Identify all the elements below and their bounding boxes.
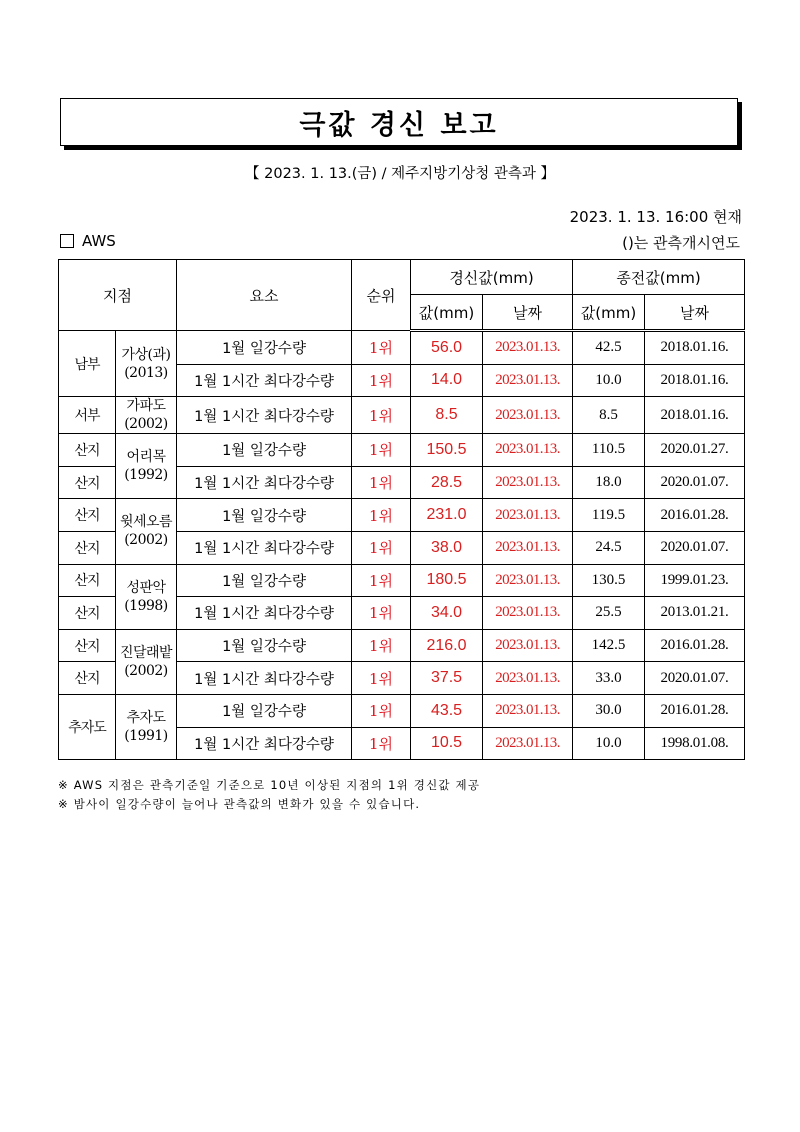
rank-cell: 1위 (352, 531, 411, 564)
element-cell: 1월 일강수량 (177, 499, 352, 532)
rank-cell: 1위 (352, 434, 411, 467)
new-value-cell: 150.5 (411, 434, 483, 467)
header-prev-date: 날짜 (645, 295, 745, 331)
prev-value-cell: 25.5 (573, 597, 645, 630)
prev-value-cell: 10.0 (573, 364, 645, 397)
rank-cell: 1위 (352, 331, 411, 365)
prev-date-cell: 2016.01.28. (645, 499, 745, 532)
region-cell: 산지 (59, 629, 116, 662)
new-date-cell: 2023.01.13. (483, 364, 573, 397)
station-cell (116, 434, 177, 499)
station-name: 가파도 (126, 398, 166, 415)
station-cell (116, 694, 177, 759)
new-date-cell: 2023.01.13. (483, 564, 573, 597)
header-rank: 순위 (352, 260, 411, 331)
header-prev-value: 값(mm) (573, 295, 645, 331)
prev-date-cell: 2018.01.16. (645, 397, 745, 434)
new-date-cell: 2023.01.13. (483, 531, 573, 564)
element-cell: 1월 1시간 최다강수량 (177, 364, 352, 397)
prev-date-cell: 2016.01.28. (645, 629, 745, 662)
report-title-box (60, 98, 738, 146)
element-cell: 1월 일강수량 (177, 331, 352, 365)
new-date-cell: 2023.01.13. (483, 629, 573, 662)
element-cell: 1월 일강수량 (177, 629, 352, 662)
paren-note: ()는 관측개시연도 (622, 234, 740, 252)
table-row (59, 564, 745, 597)
station-year: (2002) (124, 662, 168, 679)
table-row (59, 694, 745, 727)
new-date-cell: 2023.01.13. (483, 662, 573, 695)
rank-cell: 1위 (352, 499, 411, 532)
report-title: 극값 경신 보고 (299, 109, 499, 141)
aws-label: AWS (82, 232, 116, 250)
prev-date-cell: 1998.01.08. (645, 727, 745, 760)
rank-cell: 1위 (352, 397, 411, 434)
station-year: (2013) (124, 364, 168, 381)
header-prev-record: 종전값(mm) (573, 260, 745, 295)
station-name: 추자도 (126, 710, 166, 727)
station-cell (116, 397, 177, 434)
table-row (59, 331, 745, 365)
station-cell (116, 331, 177, 397)
new-value-cell: 8.5 (411, 397, 483, 434)
prev-date-cell: 2013.01.21. (645, 597, 745, 630)
header-new-value: 값(mm) (411, 295, 483, 331)
new-value-cell: 34.0 (411, 597, 483, 630)
checkbox-icon (60, 234, 74, 248)
new-value-cell: 28.5 (411, 466, 483, 499)
prev-value-cell: 33.0 (573, 662, 645, 695)
as-of-timestamp: 2023. 1. 13. 16:00 현재 (569, 208, 742, 226)
station-year: (1998) (124, 597, 168, 614)
region-cell: 산지 (59, 662, 116, 695)
prev-date-cell: 2020.01.07. (645, 531, 745, 564)
region-cell: 산지 (59, 597, 116, 630)
footnote-overnight: ※ 밤사이 일강수량이 늘어나 관측값의 변화가 있을 수 있습니다. (58, 797, 421, 811)
prev-date-cell: 2020.01.27. (645, 434, 745, 467)
new-date-cell: 2023.01.13. (483, 597, 573, 630)
new-value-cell: 37.5 (411, 662, 483, 695)
report-subtitle: 【 2023. 1. 13.(금) / 제주지방기상청 관측과 】 (245, 166, 555, 182)
station-name: 성판악 (126, 579, 166, 596)
region-cell: 추자도 (59, 694, 116, 759)
element-cell: 1월 일강수량 (177, 434, 352, 467)
prev-value-cell: 18.0 (573, 466, 645, 499)
region-cell: 산지 (59, 564, 116, 597)
new-value-cell: 216.0 (411, 629, 483, 662)
prev-date-cell: 2018.01.16. (645, 331, 745, 365)
prev-value-cell: 8.5 (573, 397, 645, 434)
aws-section-label (60, 232, 116, 250)
record-table (58, 259, 745, 760)
region-cell: 남부 (59, 331, 116, 397)
prev-value-cell: 142.5 (573, 629, 645, 662)
station-name: 진달래밭 (119, 644, 173, 661)
element-cell: 1월 1시간 최다강수량 (177, 531, 352, 564)
station-name: 가상(과) (121, 346, 171, 363)
new-date-cell: 2023.01.13. (483, 331, 573, 365)
region-cell: 산지 (59, 434, 116, 467)
station-year: (2002) (124, 416, 168, 433)
region-cell: 산지 (59, 531, 116, 564)
prev-value-cell: 110.5 (573, 434, 645, 467)
prev-value-cell: 10.0 (573, 727, 645, 760)
rank-cell: 1위 (352, 662, 411, 695)
header-new-date: 날짜 (483, 295, 573, 331)
station-cell (116, 629, 177, 694)
rank-cell: 1위 (352, 597, 411, 630)
header-new-record: 경신값(mm) (411, 260, 573, 295)
new-value-cell: 14.0 (411, 364, 483, 397)
rank-cell: 1위 (352, 466, 411, 499)
prev-value-cell: 130.5 (573, 564, 645, 597)
station-name: 어리목 (126, 449, 166, 466)
rank-cell: 1위 (352, 694, 411, 727)
prev-date-cell: 2020.01.07. (645, 466, 745, 499)
footnotes (58, 776, 480, 814)
new-date-cell: 2023.01.13. (483, 499, 573, 532)
new-date-cell: 2023.01.13. (483, 727, 573, 760)
station-cell (116, 564, 177, 629)
rank-cell: 1위 (352, 727, 411, 760)
prev-date-cell: 1999.01.23. (645, 564, 745, 597)
element-cell: 1월 1시간 최다강수량 (177, 727, 352, 760)
region-cell: 서부 (59, 397, 116, 434)
new-date-cell: 2023.01.13. (483, 694, 573, 727)
new-value-cell: 231.0 (411, 499, 483, 532)
prev-date-cell: 2018.01.16. (645, 364, 745, 397)
new-value-cell: 180.5 (411, 564, 483, 597)
rank-cell: 1위 (352, 364, 411, 397)
new-value-cell: 10.5 (411, 727, 483, 760)
prev-value-cell: 119.5 (573, 499, 645, 532)
element-cell: 1월 1시간 최다강수량 (177, 397, 352, 434)
table-row (59, 629, 745, 662)
prev-date-cell: 2016.01.28. (645, 694, 745, 727)
new-value-cell: 56.0 (411, 331, 483, 365)
element-cell: 1월 1시간 최다강수량 (177, 466, 352, 499)
element-cell: 1월 일강수량 (177, 564, 352, 597)
station-year: (1991) (124, 728, 168, 745)
footnote-aws: ※ AWS 지점은 관측기준일 기준으로 10년 이상된 지점의 1위 경신값 제공 (58, 778, 481, 792)
rank-cell: 1위 (352, 564, 411, 597)
station-year: (1992) (124, 467, 168, 484)
new-date-cell: 2023.01.13. (483, 397, 573, 434)
station-year: (2002) (124, 532, 168, 549)
new-date-cell: 2023.01.13. (483, 434, 573, 467)
table-row (59, 434, 745, 467)
region-cell: 산지 (59, 499, 116, 532)
table-row (59, 499, 745, 532)
element-cell: 1월 일강수량 (177, 694, 352, 727)
station-name: 윗세오름 (119, 514, 173, 531)
region-cell: 산지 (59, 466, 116, 499)
rank-cell: 1위 (352, 629, 411, 662)
prev-value-cell: 30.0 (573, 694, 645, 727)
new-value-cell: 38.0 (411, 531, 483, 564)
table-row (59, 397, 745, 434)
new-date-cell: 2023.01.13. (483, 466, 573, 499)
new-value-cell: 43.5 (411, 694, 483, 727)
prev-value-cell: 42.5 (573, 331, 645, 365)
prev-date-cell: 2020.01.07. (645, 662, 745, 695)
element-cell: 1월 1시간 최다강수량 (177, 597, 352, 630)
header-element: 요소 (177, 260, 352, 331)
station-cell (116, 499, 177, 564)
header-station: 지점 (59, 260, 177, 331)
prev-value-cell: 24.5 (573, 531, 645, 564)
element-cell: 1월 1시간 최다강수량 (177, 662, 352, 695)
